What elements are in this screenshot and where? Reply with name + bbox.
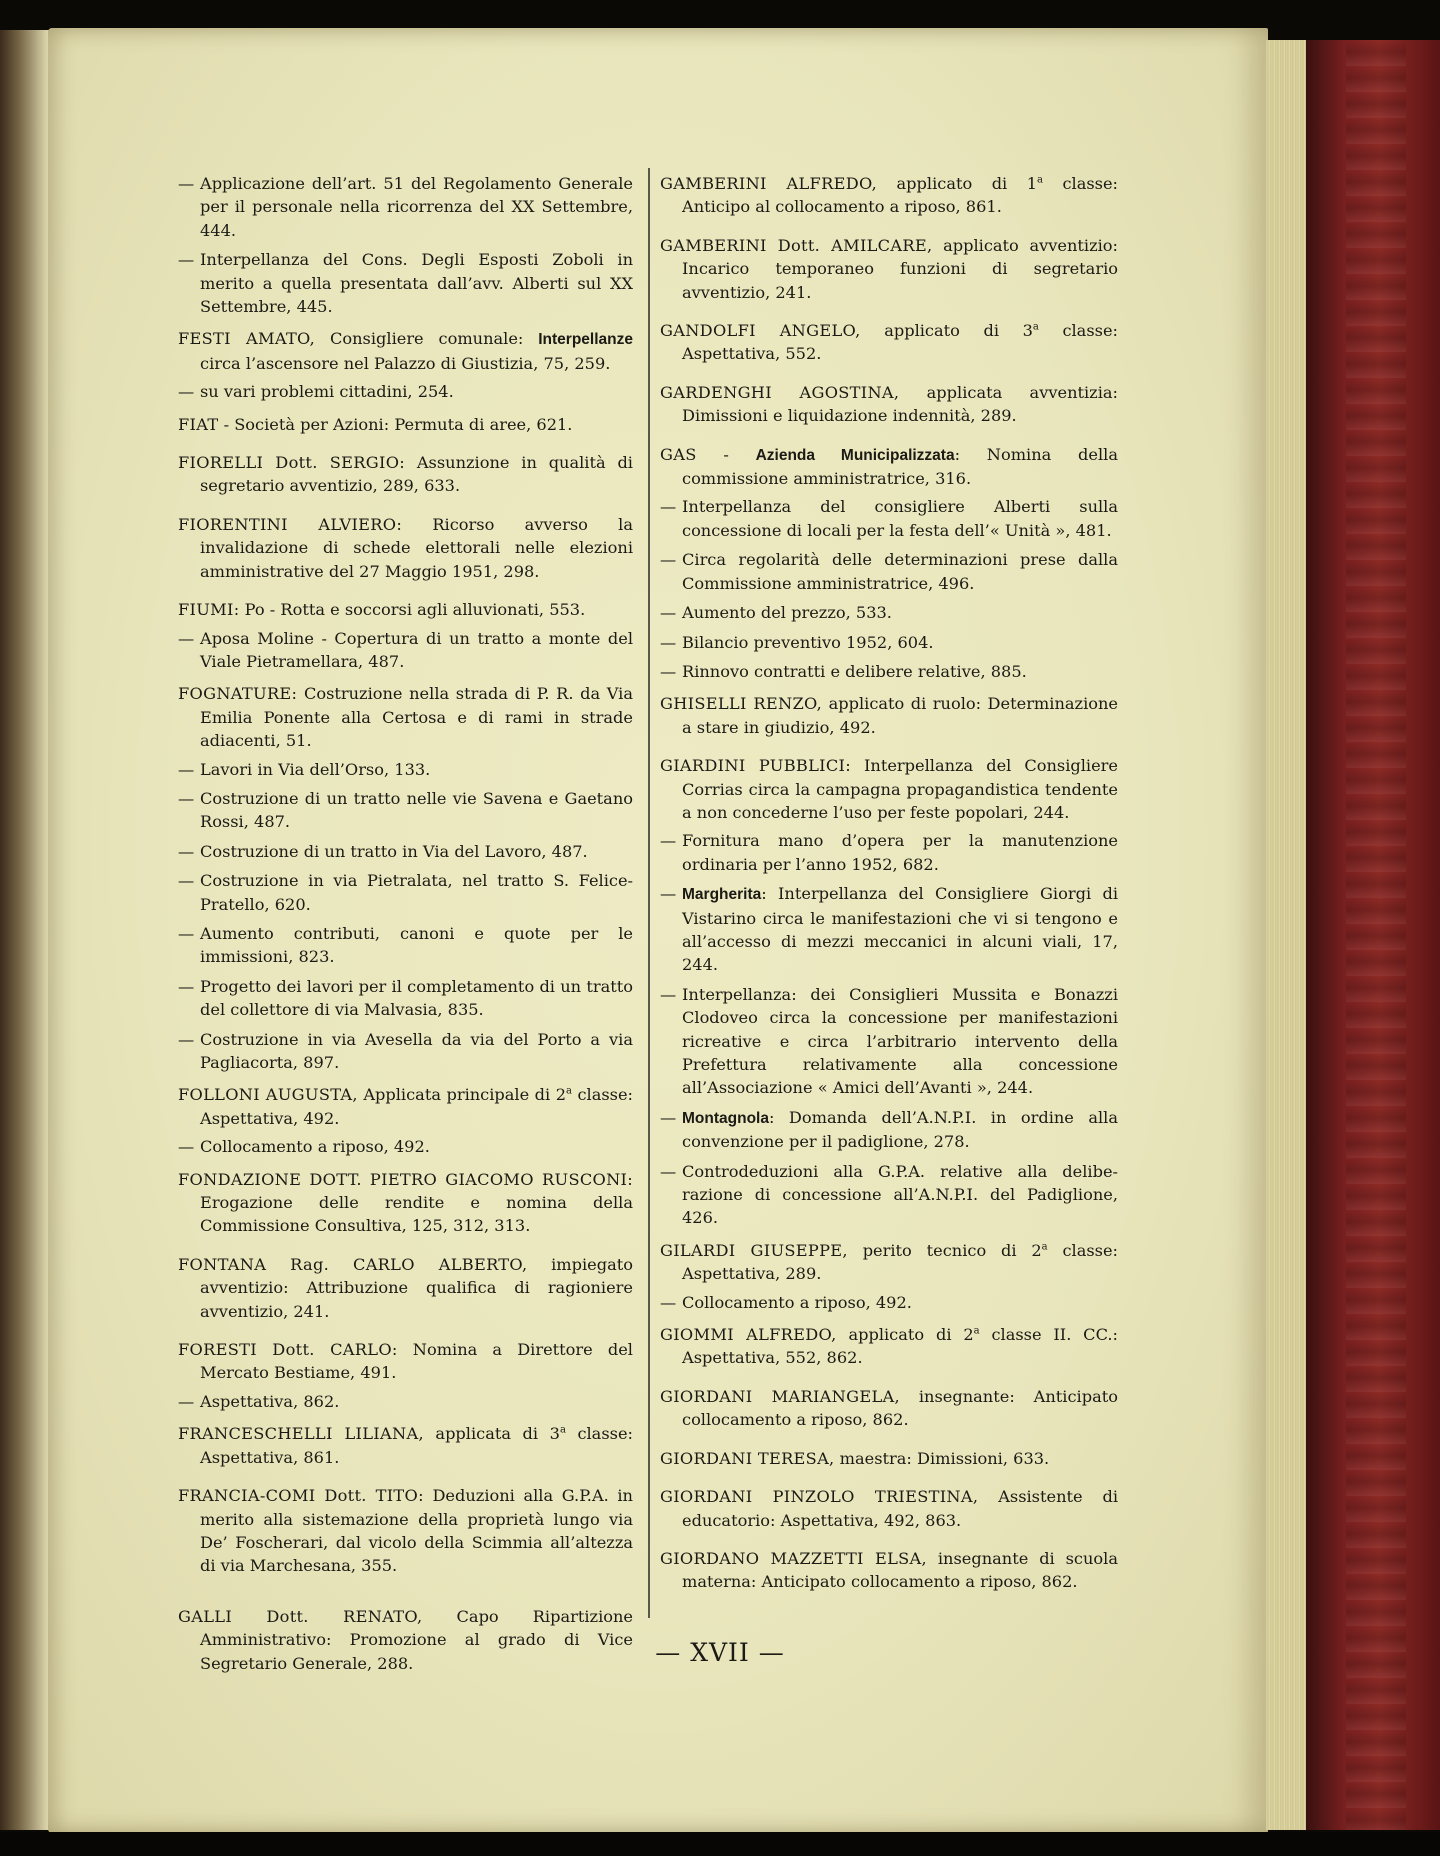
subentry-text: Aumento contributi, canoni e quote per le immissioni, 823. — [200, 923, 633, 967]
index-entry — [178, 1253, 633, 1323]
index-entry — [178, 1422, 633, 1469]
entry-heading: GANDOLFI ANGELO, — [660, 321, 861, 341]
index-subentry — [660, 1291, 1118, 1314]
subentry-text: : Interpellanza del Consigliere Giorgi di Vistarino circa le manifestazioni che vi si tengono e all’accesso di mezzi meccanici in alcuni viali, 17, 244. — [682, 884, 1118, 975]
index-subentry — [660, 983, 1118, 1100]
index-subentry — [178, 1028, 633, 1075]
entry-text: Assunzione in qualità di segretario avventizio, 289, 633. — [200, 453, 633, 496]
entry-heading: GAMBERINI ALFREDO, — [660, 174, 878, 193]
entry-text: classe: Aspettativa, 492. — [200, 1085, 633, 1128]
index-column-right — [660, 172, 1118, 1609]
index-subentry — [660, 601, 1118, 624]
index-subentry — [178, 787, 633, 834]
subentry-text: Rinnovo contratti e delibere relative, 885. — [682, 661, 1027, 681]
entry-heading: GAS — [660, 444, 697, 464]
entry-text: applicato di 1 — [877, 174, 1038, 193]
subentry-dash: — — [178, 976, 195, 996]
index-subentry — [660, 495, 1118, 542]
subentry-dash: — — [178, 628, 195, 648]
page-edges — [1266, 40, 1310, 1830]
entry-text: classe: Aspettativa, 552. — [682, 321, 1118, 364]
entry-heading: GIORDANI PINZOLO TRIESTINA, — [660, 1487, 979, 1507]
subentry-text: su vari problemi cittadini, 254. — [200, 382, 454, 402]
index-entry — [178, 413, 633, 436]
index-entry — [660, 1385, 1118, 1432]
entry-text: - Società per Azioni: Permuta di aree, 621. — [218, 414, 573, 434]
entry-text: - — [696, 444, 756, 464]
index-subentry — [660, 660, 1118, 683]
entry-text: maestra: Dimissioni, 633. — [834, 1448, 1050, 1468]
index-entry — [660, 443, 1118, 491]
entry-text: : Nomina della commissione amministratrice, 316. — [682, 444, 1118, 489]
entry-bold-text: Interpellanze — [538, 331, 633, 349]
subentry-text: : Domanda dell’A.N.P.I. in ordine alla convenzione per il padiglione, 278. — [682, 1107, 1118, 1152]
entry-text: applicato di ruolo: Determinazione a stare in giudizio, 492. — [682, 694, 1118, 737]
entry-text: impiegato avventizio: Attribuzione qualifica di ragioniere avventizio, 241. — [200, 1254, 633, 1321]
entry-text: Costruzione nella strada di P. R. da Via Emilia Ponente alla Certosa e di rami in strade adiacenti, 51. — [200, 684, 633, 751]
subentry-dash: — — [178, 250, 195, 270]
entry-heading: FIUMI: — [178, 600, 240, 620]
entry-heading: FOGNATURE: — [178, 684, 298, 704]
subentry-text: Interpellanza del Cons. Degli Esposti Zoboli in merito a quella presentata dall’avv. Alberti sul XX Settembre, 445. — [200, 250, 633, 317]
ordinal-suffix: a — [566, 1086, 572, 1098]
index-subentry — [178, 1390, 633, 1413]
subentry-dash: — — [178, 1029, 195, 1049]
entry-text: classe: Aspettativa, 289. — [682, 1240, 1119, 1284]
entry-heading: GIORDANO MAZZETTI ELSA, — [660, 1548, 927, 1568]
entry-text: Deduzioni alla G.P.A. in merito alla sistemazione della proprietà lungo via De’ Foscherari, dal vicolo della Scimmia all’altezza di via Marchesana, 355. — [200, 1486, 633, 1576]
ordinal-suffix: a — [1037, 174, 1043, 186]
subentry-text: Circa regolarità delle determinazioni prese dalla Commissione amministratrice, 496. — [682, 550, 1118, 593]
entry-text: insegnante di scuola materna: Anticipato collocamento a riposo, 862. — [682, 1548, 1118, 1592]
ordinal-suffix: a — [1032, 321, 1039, 333]
index-subentry — [178, 627, 633, 674]
index-subentry — [178, 975, 633, 1022]
entry-text: Po - Rotta e soccorsi agli alluvionati, 553. — [239, 600, 586, 620]
subentry-dash: — — [660, 661, 677, 681]
subentry-text: Bilancio preventivo 1952, 604. — [682, 632, 934, 652]
entry-heading: FONDAZIONE DOTT. PIETRO GIACOMO RUSCONI: — [178, 1169, 633, 1189]
subentry-text: Costruzione di un tratto in Via del Lavoro, 487. — [200, 841, 588, 861]
subentry-text: Fornitura mano d’opera per la manutenzione ordinaria per l’anno 1952, 682. — [682, 831, 1118, 874]
entry-text: Assistente di educatorio: Aspettativa, 492, 863. — [682, 1487, 1118, 1530]
entry-heading: FIORENTINI ALVIERO: — [178, 514, 403, 534]
scan-border — [0, 1832, 1440, 1856]
index-entry — [660, 754, 1118, 824]
index-entry — [660, 1323, 1118, 1370]
index-subentry — [178, 758, 633, 781]
subentry-text: Interpellanza: dei Consiglieri Mussita e Bonazzi Clodoveo circa la concessione per manifestazioni ricreative e circa l’arbitrario intervento della Prefettura relativamente alla concessione all’Associazione « Amici dell’Avanti », 244. — [682, 984, 1118, 1098]
subentry-dash: — — [660, 1107, 677, 1127]
book-cover-right — [1306, 40, 1440, 1830]
entry-heading: FOLLONI AUGUSTA, — [178, 1085, 358, 1105]
subentry-dash: — — [660, 632, 677, 652]
entry-heading: FRANCESCHELLI LILIANA, — [178, 1424, 424, 1444]
index-entry — [660, 172, 1118, 219]
index-entry — [660, 692, 1118, 739]
ordinal-suffix: a — [559, 1424, 566, 1436]
subentry-dash: — — [660, 831, 677, 851]
index-subentry — [178, 380, 633, 403]
index-subentry — [660, 548, 1118, 595]
subentry-dash: — — [660, 550, 677, 570]
entry-heading: GIARDINI PUBBLICI: — [660, 756, 851, 776]
subentry-dash: — — [660, 984, 677, 1004]
entry-heading: FIAT — [178, 414, 219, 434]
subentry-dash: — — [178, 1391, 195, 1411]
entry-text: Interpellanza del Consigliere Corrias circa la campagna propagandistica tendente a non concederne l’uso per feste popolari, 244. — [682, 756, 1119, 822]
entry-heading: GALLI Dott. RENATO, — [178, 1606, 423, 1626]
subentry-text: Controdeduzioni alla G.P.A. relative alla delibe-razione di concessione all’A.N.P.I. del Padiglione, 426. — [682, 1161, 1118, 1228]
index-entry — [660, 1239, 1118, 1286]
index-subentry — [660, 882, 1118, 977]
entry-text: classe II. CC.: Aspettativa, 552, 862. — [682, 1325, 1118, 1368]
entry-heading: GIORDANI MARIANGELA, — [660, 1386, 900, 1406]
subentry-dash: — — [178, 1137, 195, 1157]
subentry-text: Costruzione in via Pietralata, nel tratto S. Felice-Pratello, 620. — [200, 871, 633, 914]
entry-text: applicata avventizia: Dimissioni e liquidazione indennità, 289. — [682, 382, 1118, 426]
entry-heading: FIORELLI Dott. SERGIO: — [178, 453, 406, 473]
index-subentry — [178, 869, 633, 916]
entry-text: applicato avventizio: Incarico temporaneo funzioni di segretario avventizio, 241. — [682, 235, 1118, 302]
index-subentry — [178, 922, 633, 969]
subentry-dash: — — [178, 841, 195, 861]
index-entry — [178, 1484, 633, 1578]
entry-text: Nomina a Direttore del Mercato Bestiame, 491. — [200, 1340, 633, 1383]
index-entry — [660, 381, 1118, 428]
entry-text: applicato di 3 — [860, 321, 1033, 341]
entry-text: Applicata principale di 2 — [357, 1085, 566, 1105]
entry-heading: FONTANA Rag. CARLO ALBERTO, — [178, 1254, 528, 1274]
entry-bold-text: Azienda Municipalizzata — [755, 446, 955, 464]
entry-heading: FESTI AMATO, — [178, 329, 316, 349]
entry-heading: GHISELLI RENZO, — [660, 694, 823, 714]
subentry-dash: — — [660, 884, 677, 904]
entry-text: perito tecnico di 2 — [847, 1240, 1042, 1260]
subentry-text: Aspettativa, 862. — [200, 1391, 340, 1411]
entry-heading: GIORDANI TERESA, — [660, 1448, 835, 1468]
entry-heading: FRANCIA-COMI Dott. TITO: — [178, 1486, 424, 1506]
index-subentry — [660, 1160, 1118, 1230]
index-subentry — [178, 172, 633, 242]
index-entry — [178, 451, 633, 498]
subentry-dash: — — [660, 603, 677, 623]
subentry-text: Aumento del prezzo, 533. — [682, 603, 892, 623]
page-number: — XVII — — [655, 1638, 785, 1667]
ordinal-suffix: a — [1041, 1241, 1048, 1253]
index-entry — [660, 1485, 1118, 1532]
index-subentry — [660, 1106, 1118, 1154]
subentry-dash: — — [660, 497, 677, 517]
index-entry — [178, 1338, 633, 1385]
subentry-text: Costruzione in via Avesella da via del Porto a via Pagliacorta, 897. — [200, 1029, 633, 1072]
index-subentry — [660, 829, 1118, 876]
index-column-left — [178, 172, 633, 1690]
subentry-text: Collocamento a riposo, 492. — [682, 1292, 912, 1312]
entry-text: classe: Anticipo al collocamento a riposo, 861. — [682, 174, 1118, 217]
entry-text: classe: Aspettativa, 861. — [200, 1424, 633, 1467]
index-entry — [178, 598, 633, 621]
subentry-text: Lavori in Via dell’Orso, 133. — [200, 759, 431, 779]
entry-text: circa l’ascensore nel Palazzo di Giustizia, 75, 259. — [200, 353, 611, 373]
entry-text: Ricorso avverso la invalidazione di schede elettorali nelle elezioni amministrative del 27 Maggio 1951, 298. — [200, 514, 633, 581]
index-entry — [178, 327, 633, 375]
subentry-text: Aposa Moline - Copertura di un tratto a monte del Viale Pietramellara, 487. — [200, 628, 633, 671]
index-entry — [178, 682, 633, 752]
index-entry — [660, 319, 1118, 366]
subentry-text: Costruzione di un tratto nelle vie Savena e Gaetano Rossi, 487. — [200, 788, 633, 832]
subentry-bold-text: Montagnola — [682, 1109, 769, 1127]
index-subentry — [660, 631, 1118, 654]
index-subentry — [178, 248, 633, 318]
entry-heading: FORESTI Dott. CARLO: — [178, 1340, 398, 1360]
entry-heading: GAMBERINI Dott. AMILCARE, — [660, 235, 933, 255]
entry-heading: GILARDI GIUSEPPE, — [660, 1240, 848, 1260]
subentry-dash: — — [178, 923, 195, 943]
subentry-dash: — — [178, 871, 195, 891]
column-divider — [648, 168, 650, 1618]
index-entry — [660, 234, 1118, 304]
entry-text: applicata di 3 — [423, 1424, 560, 1444]
subentry-dash: — — [660, 1292, 677, 1312]
entry-text: Erogazione delle rendite e nomina della Commissione Consultiva, 125, 312, 313. — [200, 1193, 633, 1236]
entry-text: Capo Ripartizione Amministrativo: Promozione al grado di Vice Segretario Generale, 288. — [200, 1606, 633, 1673]
subentry-text: Interpellanza del consigliere Alberti sulla concessione di locali per la festa dell’« Unità », 481. — [682, 497, 1118, 540]
entry-text: Consigliere comunale: — [315, 329, 539, 349]
index-entry — [178, 1083, 633, 1130]
subentry-dash: — — [660, 1161, 677, 1181]
entry-text: applicato di 2 — [836, 1325, 974, 1345]
index-subentry — [178, 1135, 633, 1158]
entry-heading: GARDENGHI AGOSTINA, — [660, 382, 900, 402]
index-entry — [178, 513, 633, 583]
subentry-text: Collocamento a riposo, 492. — [200, 1137, 430, 1157]
subentry-dash: — — [178, 174, 195, 193]
index-entry — [660, 1547, 1118, 1594]
index-entry — [178, 1168, 633, 1238]
index-subentry — [178, 840, 633, 863]
index-entry — [660, 1447, 1118, 1470]
ordinal-suffix: a — [973, 1325, 980, 1337]
entry-spacer — [178, 1593, 633, 1605]
subentry-dash: — — [178, 382, 195, 402]
subentry-text: Applicazione dell’art. 51 del Regolamento Generale per il personale nella ricorrenza del XX Settembre, 444. — [200, 174, 633, 240]
entry-text: insegnante: Anticipato collocamento a riposo, 862. — [682, 1386, 1118, 1430]
subentry-text: Progetto dei lavori per il completamento di un tratto del collettore di via Malvasia, 835. — [200, 976, 633, 1020]
subentry-dash: — — [178, 788, 195, 808]
entry-heading: GIOMMI ALFREDO, — [660, 1325, 837, 1345]
subentry-dash: — — [178, 759, 195, 779]
subentry-bold-text: Margherita — [682, 886, 762, 904]
